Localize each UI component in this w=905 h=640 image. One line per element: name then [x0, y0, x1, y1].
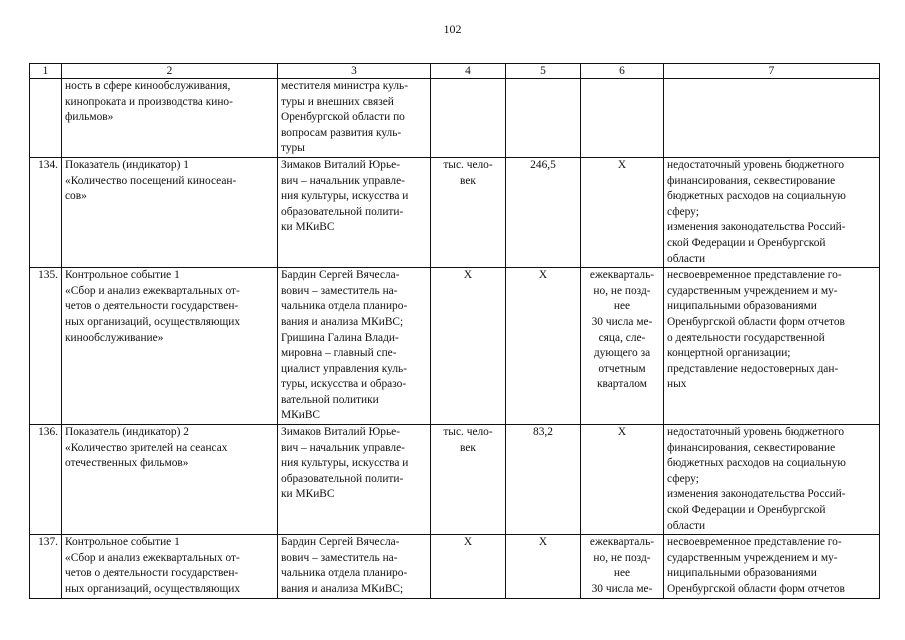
risk-cell [664, 157, 880, 267]
cell-line: о деятельности государственной [667, 331, 825, 344]
cell-line: Оренбургской области форм отчетов [667, 583, 845, 595]
cell-line: ных организаций, осуществляющих [65, 315, 241, 328]
column-header: 5 [506, 64, 581, 79]
cell-line: туры [281, 142, 305, 155]
cell-line: ных организаций, осуществляющих [65, 583, 241, 595]
row-number-cell: 135. [30, 268, 62, 425]
cell-line: циалист управления куль- [281, 362, 408, 375]
cell-line: Зимаков Виталий Юрье- [281, 426, 401, 439]
cell-line: представление недостоверных дан- [667, 362, 839, 375]
cell-line: бюджетных расходов на социальную [667, 190, 846, 203]
page-number: 102 [443, 22, 462, 36]
indicator-cell [62, 268, 278, 425]
indicator-cell [62, 425, 278, 535]
deadline-cell [581, 157, 664, 267]
responsible-cell [278, 535, 431, 598]
table-row [30, 535, 880, 598]
cell-line: сферу; [667, 205, 699, 218]
cell-line: ных [667, 378, 687, 391]
responsible-cell [278, 79, 431, 158]
value-cell [506, 425, 581, 535]
column-header: 4 [431, 64, 506, 79]
cell-line: фильмов» [65, 111, 114, 124]
row-number-cell: 136. [30, 425, 62, 535]
cell-line: X [538, 269, 548, 282]
cell-line: области [667, 519, 706, 532]
cell-line: вич – начальник управле- [281, 441, 405, 454]
cell-line: дующего за [593, 347, 651, 360]
cell-line: X [617, 158, 627, 171]
cell-line: финансирования, секвестирование [667, 174, 836, 187]
cell-line: Зимаков Виталий Юрье- [281, 158, 401, 171]
column-header: 6 [581, 64, 664, 79]
cell-line: вания и анализа МКиВС; [281, 583, 404, 595]
cell-line: области [667, 252, 706, 265]
risk-cell [664, 425, 880, 535]
cell-line: век [460, 441, 476, 454]
cell-line: но, не позд- [593, 284, 651, 297]
cell-line: 83,2 [533, 426, 553, 439]
unit-cell [431, 157, 506, 267]
cell-line: мировна – главный спе- [281, 347, 397, 360]
cell-line: чальника отдела планиро- [281, 567, 408, 580]
cell-line: век [460, 174, 476, 187]
table-row [30, 425, 880, 535]
cell-line: «Сбор и анализ ежеквартальных от- [65, 551, 240, 564]
cell-line: 30 числа ме- [591, 583, 653, 595]
cell-line: финансирования, секвестирование [667, 441, 836, 454]
indicator-cell [62, 535, 278, 598]
cell-line: сударственным учреждением и му- [667, 551, 838, 564]
cell-line: Показатель (индикатор) 1 [65, 158, 189, 171]
risk-cell [664, 79, 880, 158]
cell-line: Бардин Сергей Вячесла- [281, 536, 400, 549]
cell-line: вович – заместитель на- [281, 284, 398, 297]
unit-cell [431, 535, 506, 598]
cell-line: кинообслуживание» [65, 331, 164, 344]
cell-line: Показатель (индикатор) 2 [65, 426, 189, 439]
deadline-cell [581, 268, 664, 425]
responsible-cell [278, 425, 431, 535]
cell-line: ежекварталь- [589, 269, 655, 282]
cell-line: чальника отдела планиро- [281, 300, 408, 313]
cell-line: бюджетных расходов на социальную [667, 457, 846, 470]
cell-line: недостаточный уровень бюджетного [667, 426, 845, 439]
cell-line: ежекварталь- [589, 536, 655, 549]
cell-line: Бардин Сергей Вячесла- [281, 269, 400, 282]
risk-cell [664, 535, 880, 598]
cell-line: «Количество зрителей на сеансах [65, 441, 228, 454]
cell-line: X [463, 536, 473, 549]
deadline-cell [581, 79, 664, 158]
row-number-cell [30, 79, 62, 158]
value-cell [506, 157, 581, 267]
cell-line: вательной политики [281, 393, 379, 406]
cell-line: X [538, 536, 548, 549]
cell-line: ниципальными образованиями [667, 300, 817, 313]
responsible-cell [278, 157, 431, 267]
cell-line: сов» [65, 190, 87, 203]
cell-line: тыс. чело- [443, 426, 493, 439]
row-number-cell: 137. [30, 535, 62, 598]
cell-line: ния культуры, искусства и [281, 457, 409, 470]
cell-line: вания и анализа МКиВС; [281, 315, 404, 328]
cell-line: нее [613, 567, 631, 580]
deadline-cell [581, 425, 664, 535]
cell-line: местителя министра куль- [281, 80, 408, 92]
responsible-cell [278, 268, 431, 425]
cell-line: тыс. чело- [443, 158, 493, 171]
value-cell [506, 79, 581, 158]
cell-line: ской Федерации и Оренбургской [667, 236, 826, 249]
deadline-cell [581, 535, 664, 598]
cell-line: Контрольное событие 1 [65, 536, 180, 549]
cell-line: Контрольное событие 1 [65, 269, 180, 282]
cell-line: ность в сфере кинообслуживания, [65, 80, 231, 92]
cell-line: ниципальными образованиями [667, 567, 817, 580]
cell-line: несвоевременное представление го- [667, 269, 842, 282]
cell-line: Гришина Галина Влади- [281, 331, 399, 344]
cell-line: МКиВС [281, 409, 321, 422]
row-number-cell: 134. [30, 157, 62, 267]
cell-line: туры и внешних связей [281, 95, 394, 108]
unit-cell [431, 79, 506, 158]
indicators-table [29, 63, 880, 599]
cell-line: Оренбургской области форм отчетов [667, 315, 845, 328]
column-header: 1 [30, 64, 62, 79]
column-header: 7 [664, 64, 880, 79]
cell-line: «Количество посещений киносеан- [65, 174, 237, 187]
table-header-row [30, 64, 880, 79]
unit-cell [431, 425, 506, 535]
cell-line: вович – заместитель на- [281, 551, 398, 564]
cell-line: отечественных фильмов» [65, 457, 189, 470]
cell-line: X [617, 426, 627, 439]
cell-line: сударственным учреждением и му- [667, 284, 838, 297]
cell-line: образовательной полити- [281, 205, 404, 218]
indicator-cell [62, 157, 278, 267]
cell-line: сяца, сле- [598, 331, 646, 344]
cell-line: ния культуры, искусства и [281, 190, 409, 203]
cell-line: X [463, 269, 473, 282]
cell-line: но, не позд- [593, 551, 651, 564]
cell-line: кинопроката и производства кино- [65, 95, 233, 108]
cell-line: изменения законодательства Россий- [667, 221, 846, 234]
table-row [30, 157, 880, 267]
cell-line: 246,5 [530, 158, 556, 171]
cell-line: отчетным [598, 362, 646, 375]
cell-line: образовательной полити- [281, 472, 404, 485]
cell-line: нее [613, 300, 631, 313]
column-header: 2 [62, 64, 278, 79]
cell-line: туры, искусства и образо- [281, 378, 407, 391]
cell-line: четов о деятельности государствен- [65, 567, 239, 580]
value-cell [506, 535, 581, 598]
cell-line: концертной организации; [667, 347, 791, 360]
cell-line: сферу; [667, 472, 699, 485]
cell-line: вич – начальник управле- [281, 174, 405, 187]
cell-line: недостаточный уровень бюджетного [667, 158, 845, 171]
cell-line: кварталом [596, 378, 647, 391]
value-cell [506, 268, 581, 425]
column-header: 3 [278, 64, 431, 79]
cell-line: несвоевременное представление го- [667, 536, 842, 549]
table-row [30, 79, 880, 158]
table-row [30, 268, 880, 425]
cell-line: вопросам развития куль- [281, 126, 402, 139]
risk-cell [664, 268, 880, 425]
cell-line: четов о деятельности государствен- [65, 300, 239, 313]
cell-line: ки МКиВС [281, 221, 335, 234]
indicator-cell [62, 79, 278, 158]
unit-cell [431, 268, 506, 425]
cell-line: ской Федерации и Оренбургской [667, 504, 826, 517]
cell-line: Оренбургской области по [281, 111, 405, 124]
cell-line: изменения законодательства Россий- [667, 488, 846, 501]
cell-line: «Сбор и анализ ежеквартальных от- [65, 284, 240, 297]
cell-line: ки МКиВС [281, 488, 335, 501]
cell-line: 30 числа ме- [591, 315, 653, 328]
